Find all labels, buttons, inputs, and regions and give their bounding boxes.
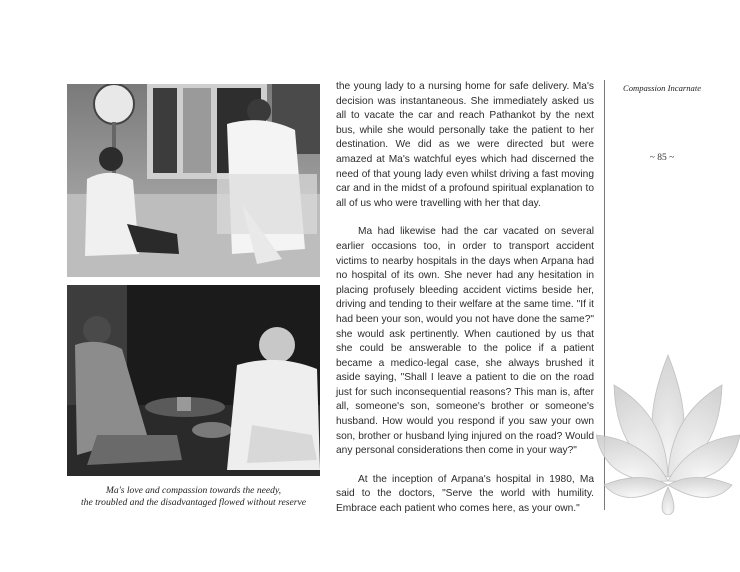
running-head: Compassion Incarnate xyxy=(622,83,702,93)
caption-line-2: the troubled and the disadvantaged flowed without reserve xyxy=(81,497,306,508)
body-text xyxy=(336,80,594,517)
paragraph-3: At the inception of Arpana's hospital in 1980, Ma said to the doctors, "Serve the world with humility. Embrace each patient who comes here, as your own." xyxy=(336,473,594,515)
photo-seated-men-verandah xyxy=(67,84,320,277)
caption-line-1: Ma's love and compassion towards the needy, xyxy=(105,485,282,496)
lotus-flower-decoration xyxy=(596,345,740,515)
photo-ma-with-man-night xyxy=(67,285,320,476)
paragraph-1: the young lady to a nursing home for safe delivery. Ma's decision was instantaneous. She immediately asked us all to vacate the car and reach Pathankot by the next bus, while she would personally take the patient to her destination. We did as we were directed but were amazed at Ma's watchful eyes which had discerned the need of that young lady even whilst driving a fast moving car and in the midst of a profound spiritual explanation to all of us who were travelling with her that day. xyxy=(336,81,594,209)
photo-caption xyxy=(67,485,320,509)
page-number: ~ 85 ~ xyxy=(649,153,675,163)
paragraph-2: Ma had likewise had the car vacated on several earlier occasions too, in order to transport accident victims to nearby hospitals in the days when Arpana had no hospital of its own. She never had any hesitation in placing profusely bleeding accident victims beside her, driving and tending to their welfare at the same time. "If it had been your son, would you not have done the same?" she would ask pertinently. When cautioned by us that she could be answerable to the police if a patient became a medico-legal case, she always brushed it aside saying, "Shall I leave a patient to die on the road just for such inconsequential reasons? This man is, after all, someone's son, someone's brother or someone's husband. How would you respond if you saw your own son, brother or husband lying injured on the road? Would any personal considerations then come in your way?" xyxy=(336,226,594,457)
